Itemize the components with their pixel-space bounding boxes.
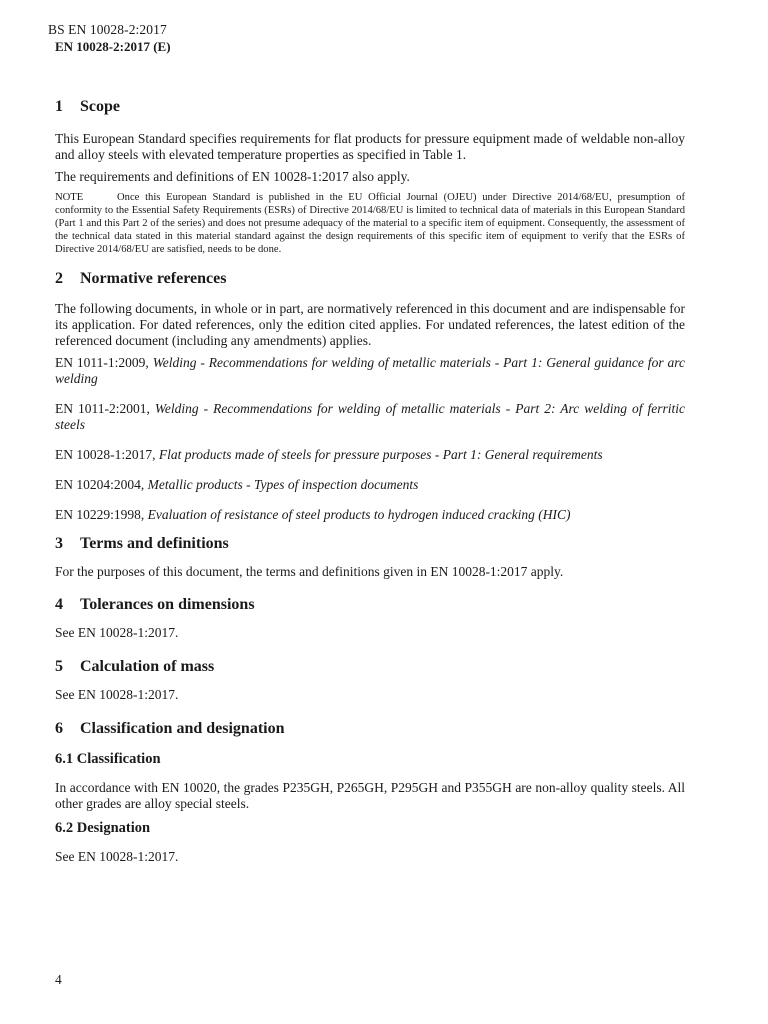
section-number: 2 — [55, 270, 63, 287]
terms-paragraph: For the purposes of this document, the terms and definitions given in EN 10028-1:2017 apply. — [55, 564, 564, 579]
section-title: Scope — [80, 98, 120, 115]
reference-entry — [55, 401, 685, 433]
scope-paragraph-2: The requirements and definitions of EN 10028-1:2017 also apply. — [55, 169, 410, 184]
section-5-heading — [55, 656, 685, 678]
subsection-6-2-heading: 6.2 Designation — [55, 820, 151, 836]
section-number: 5 — [55, 658, 63, 675]
section-title: Normative references — [80, 270, 227, 287]
header-standard-en: EN 10028-2:2017 (E) — [55, 39, 171, 54]
note-label: NOTE — [55, 192, 84, 203]
section-number: 3 — [55, 535, 63, 552]
section-1-heading — [55, 96, 685, 118]
reference-title: Welding - Recommendations for welding of metallic materials - Part 2: Arc welding of ferritic steels — [55, 401, 685, 432]
reference-title: Flat products made of steels for pressure purposes - Part 1: General requirements — [158, 447, 603, 462]
section-number: 6 — [55, 720, 63, 737]
scope-note — [55, 191, 685, 256]
reference-code: EN 1011-1:2009, — [55, 355, 153, 370]
note-text: Once this European Standard is published in the EU Official Journal (OJEU) under Directive 2014/68/EU, presumption of conformity to the Essential Safety Requirements (ESRs) of Directive 2014/68/EU is limited to technical data of materials in this European Standard (Part 1 and this Part 2 of the series) and does not presume adequacy of the material to a specific item of equipment. Consequently, the assessment of the technical data stated in this material standard against the design requirements of this specific item of equipment to verify that the ESRs of Directive 2014/68/EU are satisfied, needs to be done. — [55, 192, 685, 255]
section-number: 1 — [55, 98, 63, 115]
reference-entry — [55, 507, 685, 523]
reference-title: Welding - Recommendations for welding of metallic materials - Part 1: General guidance for arc welding — [55, 355, 685, 386]
reference-title: Evaluation of resistance of steel products to hydrogen induced cracking (HIC) — [147, 507, 571, 522]
reference-title: Metallic products - Types of inspection documents — [147, 477, 419, 492]
designation-paragraph: See EN 10028-1:2017. — [55, 849, 179, 864]
mass-paragraph: See EN 10028-1:2017. — [55, 687, 179, 702]
page-content — [55, 96, 685, 865]
subsection-6-1-heading: 6.1 Classification — [55, 751, 161, 767]
reference-code: EN 1011-2:2001, — [55, 401, 155, 416]
reference-code: EN 10229:1998, — [55, 507, 148, 522]
section-title: Terms and definitions — [80, 535, 229, 552]
section-number: 4 — [55, 596, 63, 613]
section-title: Calculation of mass — [80, 658, 215, 675]
section-4-heading — [55, 594, 685, 616]
reference-entry — [55, 447, 685, 463]
section-6-heading — [55, 718, 685, 740]
reference-code: EN 10204:2004, — [55, 477, 148, 492]
normative-intro: The following documents, in whole or in part, are normatively referenced in this document and are indispensable for its application. For dated references, only the edition cited applies. For undated references, the latest edition of the referenced document (including any amendments) applies. — [55, 301, 685, 348]
reference-entry — [55, 355, 685, 387]
reference-entry — [55, 477, 685, 493]
classification-paragraph: In accordance with EN 10020, the grades P235GH, P265GH, P295GH and P355GH are non-alloy quality steels. All other grades are alloy special steels. — [55, 780, 685, 811]
section-2-heading — [55, 268, 685, 290]
scope-paragraph: This European Standard specifies requirements for flat products for pressure equipment made of weldable non-alloy and alloy steels with elevated temperature properties as specified in Table 1. — [55, 131, 685, 162]
section-title: Classification and designation — [80, 720, 285, 737]
reference-code: EN 10028-1:2017, — [55, 447, 159, 462]
section-title: Tolerances on dimensions — [80, 596, 255, 613]
tolerances-paragraph: See EN 10028-1:2017. — [55, 625, 179, 640]
page-number: 4 — [55, 972, 62, 987]
section-3-heading — [55, 533, 685, 555]
header-standard-bs: BS EN 10028-2:2017 — [48, 22, 167, 37]
